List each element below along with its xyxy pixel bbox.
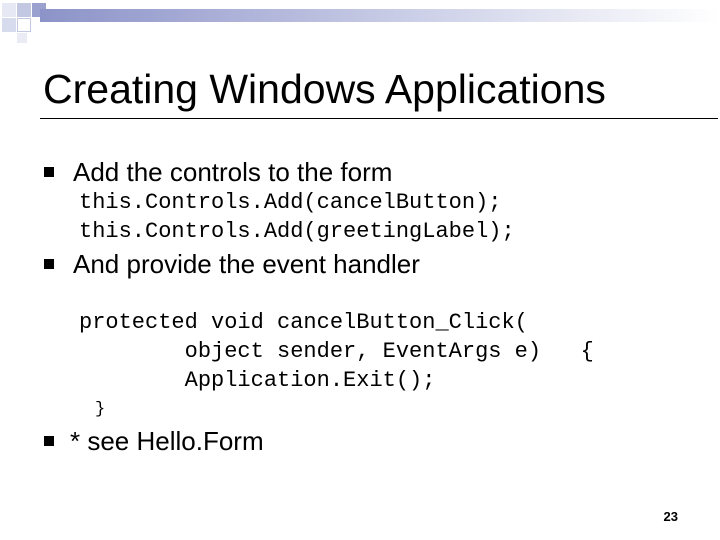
title-divider xyxy=(40,118,718,119)
bullet-square-icon xyxy=(44,259,54,269)
decor-square xyxy=(2,3,16,17)
bullet-text: And provide the event handler xyxy=(73,249,420,279)
code-line: protected void cancelButton_Click( xyxy=(79,310,528,335)
decor-square xyxy=(2,18,16,32)
code-line: this.Controls.Add(greetingLabel); xyxy=(79,219,515,244)
bullet-text: Add the controls to the form xyxy=(73,157,393,187)
bullet-square-icon xyxy=(44,436,54,446)
bullet-text: * see Hello.Form xyxy=(70,426,264,456)
page-number: 23 xyxy=(663,509,678,524)
code-close-brace: } xyxy=(95,400,106,419)
code-line: this.Controls.Add(cancelButton); xyxy=(79,190,502,215)
slide-title: Creating Windows Applications xyxy=(43,66,606,112)
header-gradient-bar xyxy=(40,9,720,22)
code-line: object sender, EventArgs e) { xyxy=(79,339,594,364)
decor-square xyxy=(17,33,27,43)
code-line: Application.Exit(); xyxy=(79,368,436,393)
header-decoration xyxy=(0,0,60,50)
bullet-square-icon xyxy=(44,167,54,177)
decor-square xyxy=(17,18,31,32)
decor-square xyxy=(17,3,31,17)
